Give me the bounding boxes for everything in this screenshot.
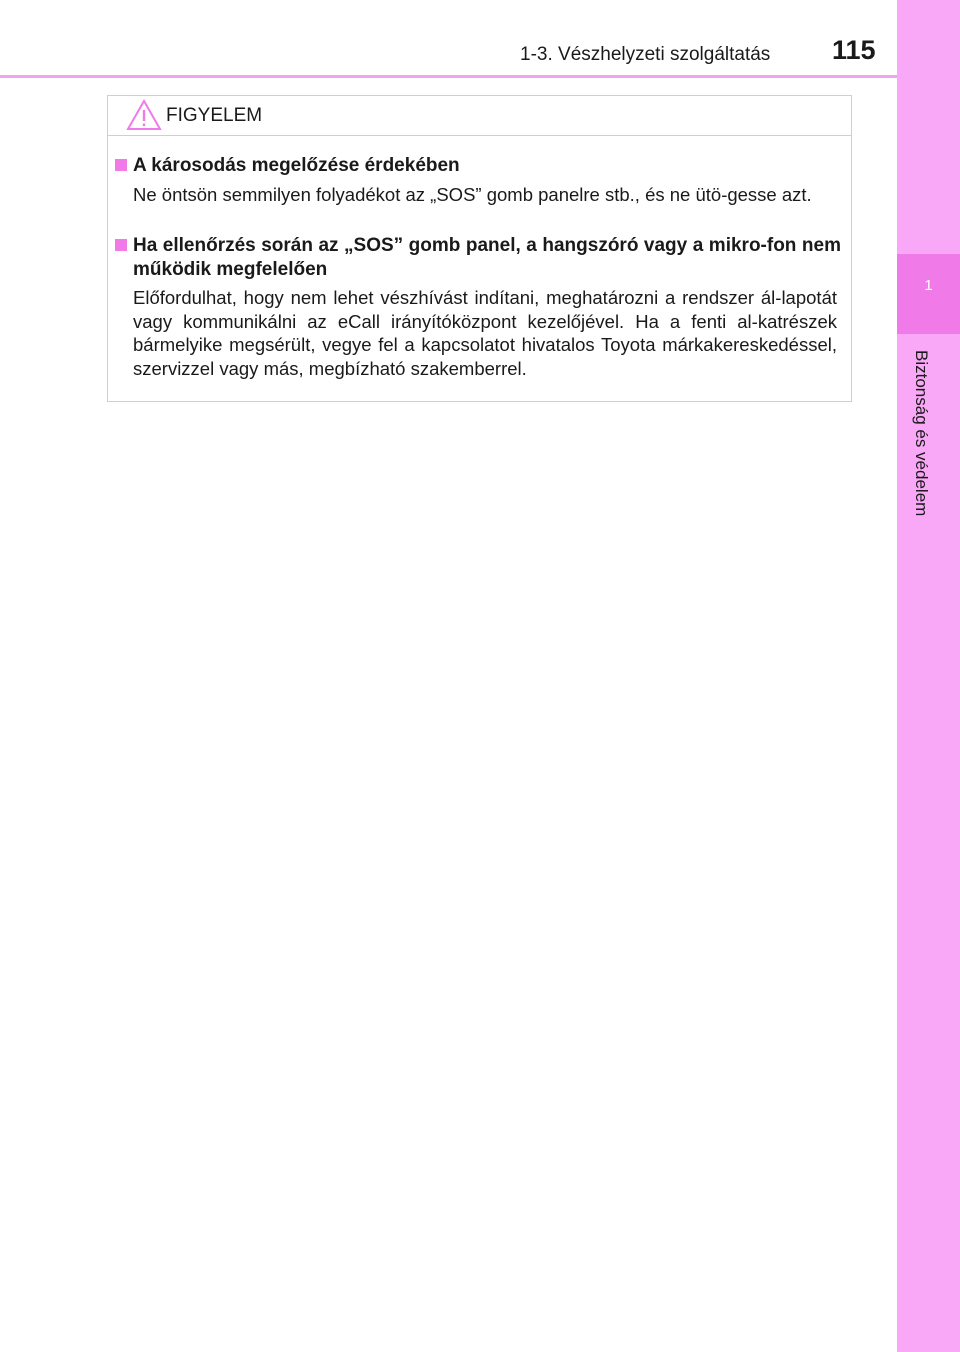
section-heading bbox=[133, 234, 841, 282]
warning-header bbox=[108, 96, 851, 136]
header-rule bbox=[0, 75, 897, 78]
section-title: 1-3. Vészhelyzeti szolgáltatás bbox=[520, 44, 771, 65]
section-heading-text: Ha ellenőrzés során az „SOS” gomb panel, a hangszóró vagy a mikro-fon nem működik megfelelően bbox=[133, 235, 841, 280]
square-bullet-icon bbox=[115, 159, 127, 171]
warning-label: FIGYELEM bbox=[166, 105, 263, 126]
chapter-number: 1 bbox=[924, 277, 933, 294]
section-heading-text: A károsodás megelőzése érdekében bbox=[133, 155, 460, 176]
square-bullet-icon bbox=[115, 239, 127, 251]
chapter-side-tab bbox=[897, 0, 960, 1352]
section-heading bbox=[133, 154, 841, 178]
chapter-title: Biztonság és védelem bbox=[912, 350, 931, 517]
page-number: 115 bbox=[832, 35, 876, 65]
warning-box bbox=[107, 95, 852, 402]
warning-triangle-icon bbox=[126, 98, 162, 132]
section-body: Ne öntsön semmilyen folyadékot az „SOS” gomb panelre stb., és ne ütö-gesse azt. bbox=[133, 184, 812, 205]
section-body: Előfordulhat, hogy nem lehet vészhívást indítani, meghatározni a rendszer ál-lapotát vagy kommunikálni az eCall irányítóközpont kezelőjével. Ha a fenti al-katrészek bármelyike megsérült, vegye fel a kapcsolatot hivatalos Toyota márkakereskedéssel, szervizzel vagy más, megbízható szakemberrel. bbox=[133, 287, 837, 379]
chapter-marker bbox=[897, 254, 960, 334]
